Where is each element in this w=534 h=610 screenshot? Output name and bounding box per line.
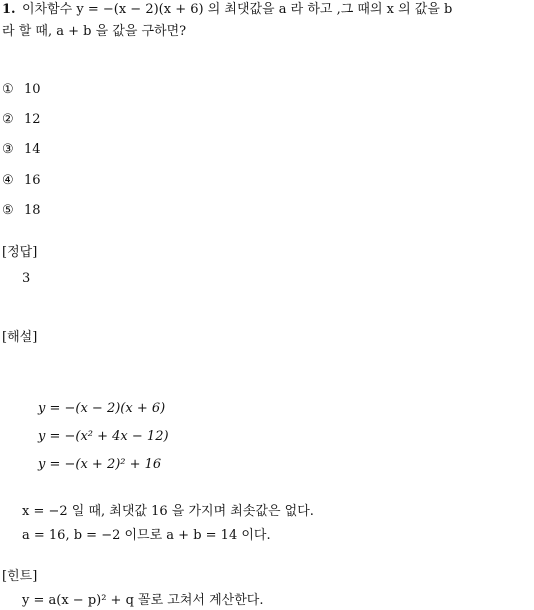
hint-label: [힌트]	[2, 569, 38, 584]
choice-value: 10	[24, 82, 41, 97]
answer-value: 3	[22, 271, 31, 286]
hint-text: y = a(x − p)² + q 꼴로 고쳐서 계산한다.	[22, 593, 264, 608]
solution-equation-1: y = −(x − 2)(x + 6)	[38, 401, 166, 416]
choice-value: 18	[24, 203, 41, 218]
choice-value: 16	[24, 173, 41, 188]
solution-text-2: a = 16, b = −2 이므로 a + b = 14 이다.	[22, 528, 271, 543]
question-line-1: 이차함수 y = −(x − 2)(x + 6) 의 최댓값을 a 라 하고 ,그 때의 x 의 값을 b	[22, 2, 453, 17]
solution-text-1: x = −2 일 때, 최댓값 16 을 가지며 최솟값은 없다.	[22, 504, 314, 519]
solution-label: [해설]	[2, 330, 38, 345]
solution-equation-3: y = −(x + 2)² + 16	[38, 457, 162, 472]
question-line-2: 라 할 때, a + b 을 값을 구하면?	[2, 24, 187, 39]
choice-marker: ③	[2, 142, 14, 157]
answer-label: [정답]	[2, 245, 38, 260]
choice-marker: ①	[2, 82, 14, 97]
choice-value: 14	[24, 142, 41, 157]
choice-marker: ⑤	[2, 203, 14, 218]
question-number: 1.	[2, 2, 16, 17]
choice-marker: ④	[2, 173, 14, 188]
solution-equation-2: y = −(x² + 4x − 12)	[38, 429, 169, 444]
choice-marker: ②	[2, 112, 14, 127]
choice-value: 12	[24, 112, 41, 127]
